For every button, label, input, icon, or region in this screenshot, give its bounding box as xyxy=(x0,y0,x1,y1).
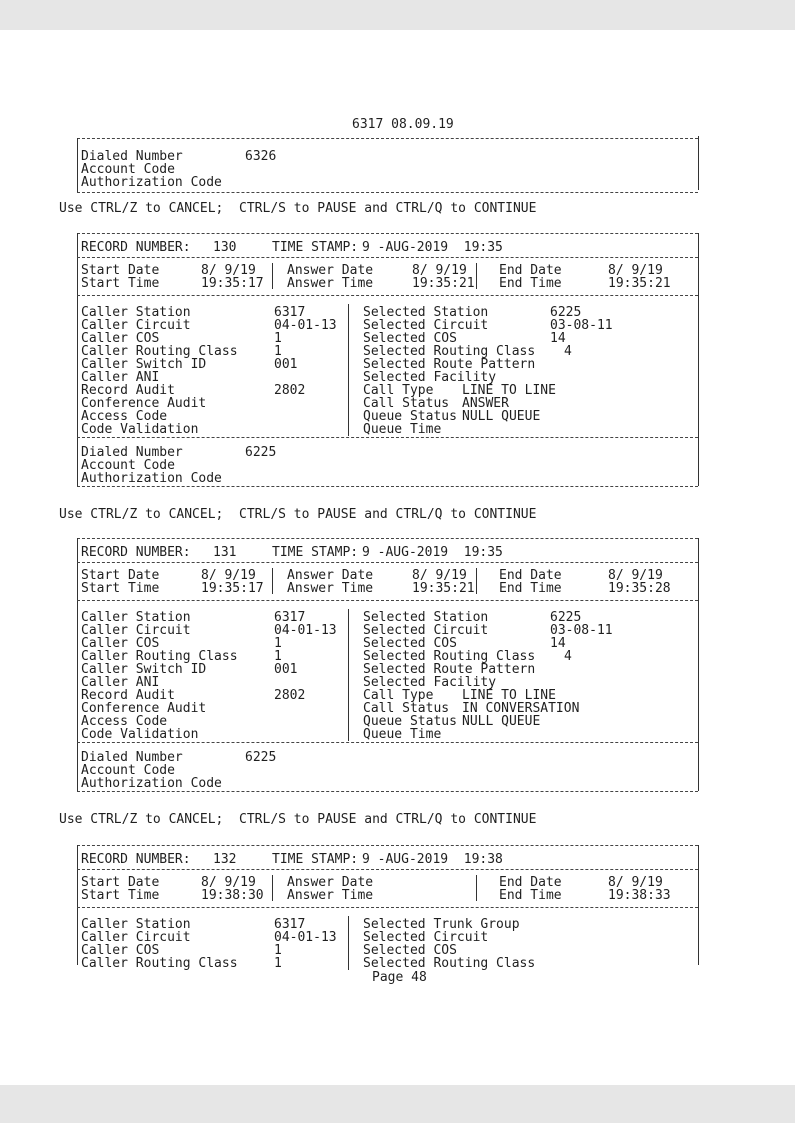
start-date-value: 8/ 9/19 xyxy=(201,568,256,583)
record-audit-value: 2802 xyxy=(274,688,306,703)
caller-ani-label: Caller ANI xyxy=(81,370,160,385)
account-code-label: Account Code xyxy=(81,458,175,473)
caller-routing-class-value: 1 xyxy=(274,956,282,971)
dashed-rule xyxy=(77,869,698,870)
dashed-rule xyxy=(77,233,698,234)
dialed-number-value: 6326 xyxy=(245,149,277,164)
selected-station-label: Selected Station xyxy=(363,305,489,320)
call-type-value: LINE TO LINE xyxy=(462,688,556,703)
selected-routing-class-label: Selected Routing Class xyxy=(363,649,536,664)
selected-trunk-group-label: Selected Trunk Group xyxy=(363,917,520,932)
start-date-label: Start Date xyxy=(81,263,160,278)
caller-cos-value: 1 xyxy=(274,943,282,958)
caller-ani-label: Caller ANI xyxy=(81,675,160,690)
time-stamp-label: TIME STAMP: xyxy=(272,545,359,560)
selected-facility-label: Selected Facility xyxy=(363,675,497,690)
start-time-value: 19:38:30 xyxy=(201,888,264,903)
prompt-line: Use CTRL/Z to CANCEL; CTRL/S to PAUSE and CTRL/Q to CONTINUE xyxy=(59,201,537,216)
dashed-rule xyxy=(77,437,698,438)
caller-switch-id-label: Caller Switch ID xyxy=(81,662,207,677)
start-time-label: Start Time xyxy=(81,581,160,596)
border-bar xyxy=(272,263,273,289)
dashed-rule xyxy=(77,742,698,743)
conference-audit-label: Conference Audit xyxy=(81,396,207,411)
record-number-label: RECORD NUMBER: xyxy=(81,545,191,560)
call-status-value: ANSWER xyxy=(462,396,509,411)
caller-station-value: 6317 xyxy=(274,917,306,932)
end-time-label: End Time xyxy=(499,888,562,903)
border-bar xyxy=(77,138,78,192)
border-bar xyxy=(698,538,699,791)
conference-audit-label: Conference Audit xyxy=(81,701,207,716)
start-time-label: Start Time xyxy=(81,888,160,903)
caller-routing-class-label: Caller Routing Class xyxy=(81,956,238,971)
caller-routing-class-label: Caller Routing Class xyxy=(81,649,238,664)
queue-time-label: Queue Time xyxy=(363,422,442,437)
selected-circuit-label: Selected Circuit xyxy=(363,623,489,638)
record-number-label: RECORD NUMBER: xyxy=(81,240,191,255)
caller-routing-class-value: 1 xyxy=(274,344,282,359)
answer-time-value: 19:35:21 xyxy=(412,581,475,596)
border-bar xyxy=(348,916,349,970)
page-footer: Page 48 xyxy=(372,970,427,985)
selected-routing-class-value: 4 xyxy=(564,649,572,664)
answer-time-label: Answer Time xyxy=(287,581,374,596)
caller-cos-label: Caller COS xyxy=(81,943,160,958)
selected-station-label: Selected Station xyxy=(363,610,489,625)
end-time-value: 19:35:28 xyxy=(608,581,671,596)
selected-cos-label: Selected COS xyxy=(363,636,457,651)
answer-date-value: 8/ 9/19 xyxy=(412,568,467,583)
time-stamp-label: TIME STAMP: xyxy=(272,240,359,255)
end-time-label: End Time xyxy=(499,276,562,291)
answer-time-label: Answer Time xyxy=(287,276,374,291)
answer-time-label: Answer Time xyxy=(287,888,374,903)
dashed-rule xyxy=(77,791,698,792)
caller-cos-label: Caller COS xyxy=(81,331,160,346)
caller-circuit-value: 04-01-13 xyxy=(274,623,337,638)
end-time-value: 19:38:33 xyxy=(608,888,671,903)
dialed-number-value: 6225 xyxy=(245,750,277,765)
queue-status-value: NULL QUEUE xyxy=(462,409,541,424)
call-status-value: IN CONVERSATION xyxy=(462,701,580,716)
caller-circuit-label: Caller Circuit xyxy=(81,318,191,333)
selected-cos-label: Selected COS xyxy=(363,331,457,346)
caller-circuit-label: Caller Circuit xyxy=(81,623,191,638)
end-time-label: End Time xyxy=(499,581,562,596)
selected-circuit-label: Selected Circuit xyxy=(363,318,489,333)
selected-circuit-value: 03-08-11 xyxy=(550,318,613,333)
queue-time-label: Queue Time xyxy=(363,727,442,742)
caller-station-value: 6317 xyxy=(274,610,306,625)
code-validation-label: Code Validation xyxy=(81,422,199,437)
border-bar xyxy=(348,609,349,741)
caller-cos-label: Caller COS xyxy=(81,636,160,651)
caller-routing-class-label: Caller Routing Class xyxy=(81,344,238,359)
start-time-value: 19:35:17 xyxy=(201,581,264,596)
record-audit-label: Record Audit xyxy=(81,688,175,703)
border-bar xyxy=(476,875,477,901)
caller-switch-id-value: 001 xyxy=(274,662,298,677)
selected-station-value: 6225 xyxy=(550,305,582,320)
authorization-code-label: Authorization Code xyxy=(81,471,222,486)
access-code-label: Access Code xyxy=(81,714,168,729)
caller-switch-id-value: 001 xyxy=(274,357,298,372)
selected-station-value: 6225 xyxy=(550,610,582,625)
caller-station-value: 6317 xyxy=(274,305,306,320)
time-stamp-value: 9 -AUG-2019 19:35 xyxy=(362,240,503,255)
end-date-value: 8/ 9/19 xyxy=(608,875,663,890)
end-date-label: End Date xyxy=(499,263,562,278)
caller-circuit-value: 04-01-13 xyxy=(274,930,337,945)
end-date-value: 8/ 9/19 xyxy=(608,263,663,278)
queue-status-value: NULL QUEUE xyxy=(462,714,541,729)
time-stamp-value: 9 -AUG-2019 19:38 xyxy=(362,852,503,867)
selected-cos-value: 14 xyxy=(550,331,566,346)
start-time-label: Start Time xyxy=(81,276,160,291)
end-date-value: 8/ 9/19 xyxy=(608,568,663,583)
selected-cos-label: Selected COS xyxy=(363,943,457,958)
caller-cos-value: 1 xyxy=(274,331,282,346)
caller-circuit-value: 04-01-13 xyxy=(274,318,337,333)
start-date-label: Start Date xyxy=(81,568,160,583)
selected-circuit-value: 03-08-11 xyxy=(550,623,613,638)
prompt-line: Use CTRL/Z to CANCEL; CTRL/S to PAUSE and CTRL/Q to CONTINUE xyxy=(59,812,537,827)
dashed-rule xyxy=(77,600,698,601)
border-bar xyxy=(77,845,78,965)
end-time-value: 19:35:21 xyxy=(608,276,671,291)
dashed-rule xyxy=(77,907,698,908)
dashed-rule xyxy=(77,562,698,563)
selected-routing-class-label: Selected Routing Class xyxy=(363,344,536,359)
border-bar xyxy=(272,875,273,901)
start-date-value: 8/ 9/19 xyxy=(201,875,256,890)
caller-station-label: Caller Station xyxy=(81,305,191,320)
authorization-code-label: Authorization Code xyxy=(81,776,222,791)
caller-cos-value: 1 xyxy=(274,636,282,651)
answer-date-value: 8/ 9/19 xyxy=(412,263,467,278)
dashed-rule xyxy=(77,138,698,139)
selected-routing-class-value: 4 xyxy=(564,344,572,359)
answer-date-label: Answer Date xyxy=(287,263,374,278)
time-stamp-label: TIME STAMP: xyxy=(272,852,359,867)
caller-routing-class-value: 1 xyxy=(274,649,282,664)
dashed-rule xyxy=(77,486,698,487)
dialed-number-label: Dialed Number xyxy=(81,445,183,460)
answer-time-value: 19:35:21 xyxy=(412,276,475,291)
caller-station-label: Caller Station xyxy=(81,917,191,932)
answer-date-label: Answer Date xyxy=(287,875,374,890)
record-number-value: 131 xyxy=(213,545,237,560)
caller-switch-id-label: Caller Switch ID xyxy=(81,357,207,372)
access-code-label: Access Code xyxy=(81,409,168,424)
border-bar xyxy=(348,304,349,436)
start-time-value: 19:35:17 xyxy=(201,276,264,291)
call-type-label: Call Type xyxy=(363,688,434,703)
border-bar xyxy=(476,568,477,594)
caller-station-label: Caller Station xyxy=(81,610,191,625)
caller-circuit-label: Caller Circuit xyxy=(81,930,191,945)
selected-route-pattern-label: Selected Route Pattern xyxy=(363,662,536,677)
dialed-number-label: Dialed Number xyxy=(81,149,183,164)
border-bar xyxy=(698,233,699,486)
border-bar xyxy=(272,568,273,594)
call-type-label: Call Type xyxy=(363,383,434,398)
call-status-label: Call Status xyxy=(363,701,450,716)
border-bar xyxy=(698,845,699,965)
queue-status-label: Queue Status xyxy=(363,409,457,424)
record-audit-value: 2802 xyxy=(274,383,306,398)
start-date-value: 8/ 9/19 xyxy=(201,263,256,278)
record-number-label: RECORD NUMBER: xyxy=(81,852,191,867)
border-bar xyxy=(476,263,477,289)
dialed-number-label: Dialed Number xyxy=(81,750,183,765)
selected-circuit-label: Selected Circuit xyxy=(363,930,489,945)
dashed-rule xyxy=(77,295,698,296)
call-status-label: Call Status xyxy=(363,396,450,411)
dashed-rule xyxy=(77,845,698,846)
record-number-value: 130 xyxy=(213,240,237,255)
selected-facility-label: Selected Facility xyxy=(363,370,497,385)
queue-status-label: Queue Status xyxy=(363,714,457,729)
border-bar xyxy=(77,538,78,791)
start-date-label: Start Date xyxy=(81,875,160,890)
border-bar xyxy=(77,233,78,486)
selected-cos-value: 14 xyxy=(550,636,566,651)
record-number-value: 132 xyxy=(213,852,237,867)
time-stamp-value: 9 -AUG-2019 19:35 xyxy=(362,545,503,560)
authorization-code-label: Authorization Code xyxy=(81,175,222,190)
answer-date-label: Answer Date xyxy=(287,568,374,583)
call-type-value: LINE TO LINE xyxy=(462,383,556,398)
account-code-label: Account Code xyxy=(81,162,175,177)
border-bar xyxy=(698,136,699,190)
record-audit-label: Record Audit xyxy=(81,383,175,398)
dashed-rule xyxy=(77,192,698,193)
end-date-label: End Date xyxy=(499,875,562,890)
dashed-rule xyxy=(77,257,698,258)
page-header: 6317 08.09.19 xyxy=(352,117,454,132)
selected-routing-class-label: Selected Routing Class xyxy=(363,956,536,971)
prompt-line: Use CTRL/Z to CANCEL; CTRL/S to PAUSE and CTRL/Q to CONTINUE xyxy=(59,507,537,522)
dialed-number-value: 6225 xyxy=(245,445,277,460)
account-code-label: Account Code xyxy=(81,763,175,778)
dashed-rule xyxy=(77,538,698,539)
selected-route-pattern-label: Selected Route Pattern xyxy=(363,357,536,372)
code-validation-label: Code Validation xyxy=(81,727,199,742)
end-date-label: End Date xyxy=(499,568,562,583)
